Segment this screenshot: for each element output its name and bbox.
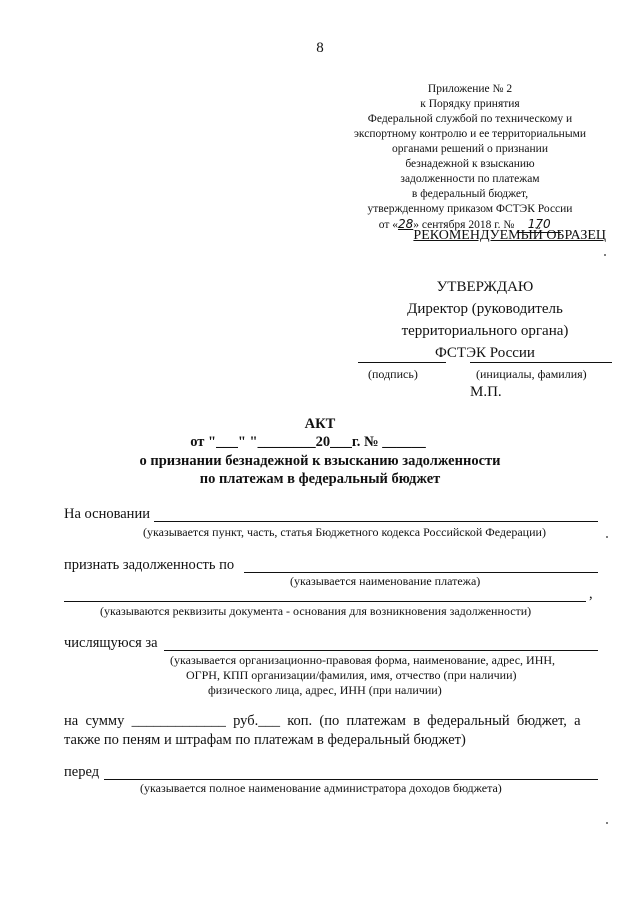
appendix-line: безнадежной к взысканию	[405, 158, 535, 170]
signature-line	[358, 362, 446, 363]
scan-speck	[606, 536, 608, 538]
appendix-line: утвержденному приказом ФСТЭК России	[367, 203, 573, 215]
stamp-label: М.П.	[470, 384, 502, 400]
scan-speck	[606, 822, 608, 824]
listed-hint: ОГРН, КПП организации/фамилия, имя, отчество (при наличии)	[186, 668, 517, 682]
before-label: перед	[64, 764, 100, 780]
name-line	[470, 362, 612, 363]
listed-field-line	[164, 650, 598, 651]
approval-block	[380, 276, 590, 364]
name-caption: (инициалы, фамилия)	[476, 367, 587, 381]
appendix-line: к Порядку принятия	[420, 98, 520, 110]
act-title: АКТ	[304, 416, 336, 432]
approve-line: Директор (руководитель	[407, 301, 563, 317]
appendix-line: экспортному контролю и ее территориальными	[353, 128, 586, 140]
recognize-field-line	[244, 572, 598, 573]
sum-line: на сумму _____________ руб.___ коп. (по платежам в федеральный бюджет, а	[64, 713, 581, 729]
recognize-hint: (указывается наименование платежа)	[290, 574, 481, 588]
appendix-line: в федеральный бюджет,	[411, 188, 529, 200]
act-date-line: от "___" "________20___г. № ______	[190, 434, 426, 450]
approve-title: УТВЕРЖДАЮ	[436, 279, 534, 295]
listed-hint: физического лица, адрес, ИНН (при наличии)	[208, 683, 442, 697]
basis-hint: (указывается пункт, часть, статья Бюджетного кодекса Российской Федерации)	[143, 525, 546, 539]
appendix-line: Федеральной службой по техническому и	[367, 113, 573, 125]
sum-line: также по пеням и штрафам по платежам в федеральный бюджет)	[64, 732, 466, 748]
document-field-line	[64, 601, 586, 602]
appendix-line: задолженности по платежам	[400, 173, 540, 185]
order-prefix: от «	[378, 219, 398, 231]
order-number: 170	[517, 217, 561, 233]
appendix-line: Приложение № 2	[427, 83, 513, 95]
act-subtitle: о признании безнадежной к взысканию задолженности	[139, 453, 501, 469]
recognize-label: признать задолженность по	[64, 557, 235, 573]
document-hint: (указываются реквизиты документа - основания для возникновения задолженности)	[100, 604, 532, 618]
sample-label: РЕКОМЕНДУЕМЫЙ ОБРАЗЕЦ	[413, 228, 606, 243]
order-middle: » сентября 2018 г. №	[413, 219, 518, 231]
approve-line: ФСТЭК России	[435, 345, 535, 361]
appendix-line: органами решений о признании	[392, 143, 548, 155]
basis-field-line	[154, 521, 598, 522]
scan-speck	[604, 254, 606, 256]
before-hint: (указывается полное наименование администратора доходов бюджета)	[140, 781, 502, 795]
page-number: 8	[316, 40, 324, 56]
appendix-block	[330, 82, 610, 233]
approve-line: территориального органа)	[401, 323, 569, 339]
basis-label: На основании	[64, 506, 150, 522]
act-subtitle: по платежам в федеральный бюджет	[199, 471, 441, 487]
signature-caption: (подпись)	[368, 367, 418, 381]
listed-label: числящуюся за	[64, 635, 158, 651]
document-trailing-comma: ,	[589, 586, 593, 602]
order-day: 28	[398, 217, 414, 231]
before-field-line	[104, 779, 598, 780]
listed-hint: (указывается организационно-правовая форма, наименование, адрес, ИНН,	[170, 653, 556, 667]
